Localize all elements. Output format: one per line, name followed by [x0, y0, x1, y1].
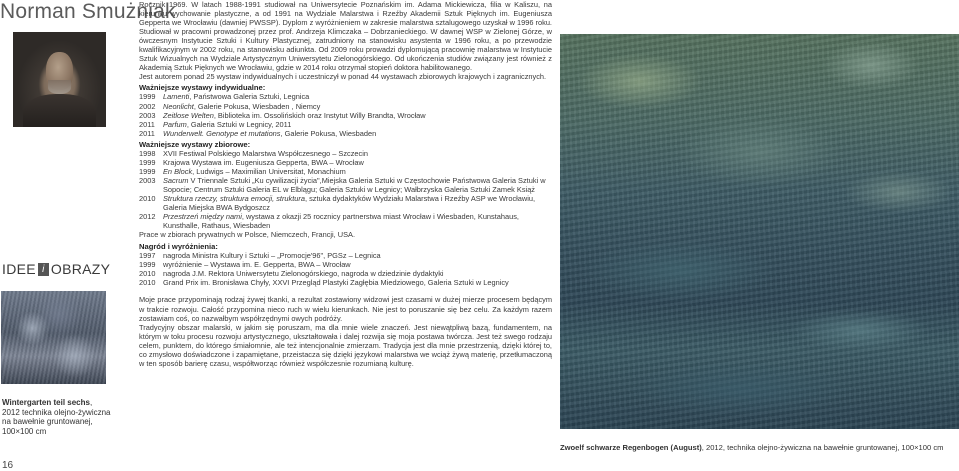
list-item	[139, 111, 426, 120]
entry: Lamenti, Państwowa Galeria Sztuki, Legnica	[163, 92, 310, 102]
list-item	[139, 92, 426, 101]
list-item	[139, 149, 552, 158]
year: 2012	[139, 212, 156, 222]
group-exhibitions-list	[139, 149, 552, 230]
list-item	[139, 102, 426, 111]
list-item	[139, 158, 552, 167]
artist-name: Norman Smużniak	[0, 0, 176, 23]
entry: Krajowa Wystawa im. Eugeniusza Gepperta, BWA – Wrocław	[163, 157, 364, 167]
year: 2011	[139, 128, 155, 138]
year: 1999	[139, 166, 156, 176]
list-item	[139, 176, 552, 194]
brand-part1: IDEE	[2, 261, 36, 277]
portrait-beard	[48, 80, 71, 94]
entry: nagroda J.M. Rektora Uniwersytetu Zielonogórskiego, nagroda w dziedzinie dydaktyki	[163, 269, 444, 279]
year: 2010	[139, 278, 156, 288]
small-painting	[1, 291, 106, 384]
brand-mark: i	[38, 263, 49, 276]
page-number: 16	[2, 460, 14, 471]
collections-note: Prace w zbiorach prywatnych w Polsce, Niemczech, Francji, USA.	[139, 230, 356, 240]
biography-column	[139, 0, 552, 368]
list-item	[139, 269, 509, 278]
solo-exhibitions-list	[139, 92, 426, 137]
year: 2011	[139, 119, 155, 129]
small-painting-caption	[2, 398, 112, 436]
year: 2003	[139, 175, 156, 185]
big-caption-rest: , 2012, technika olejno-żywiczna na bawełnie gruntowanej, 100×100 cm	[701, 443, 944, 452]
year: 2010	[139, 193, 156, 203]
entry: Wunderwelt. Genotype et mutations, Galerie Pokusa, Wiesbaden	[163, 128, 377, 138]
list-item	[139, 120, 426, 129]
list-item	[139, 260, 509, 269]
list-item	[139, 251, 509, 260]
year: 2003	[139, 110, 156, 120]
year: 1997	[139, 251, 156, 261]
solo-heading: Ważniejsze wystawy indywidualne:	[139, 83, 266, 93]
bio-paragraph-2: Jest autorem ponad 25 wystaw indywidualnych i uczestniczył w ponad 44 wystawach zbiorowych krajowych i zagranicznych.	[139, 72, 547, 82]
brand-logo	[2, 261, 110, 277]
list-item	[139, 167, 552, 176]
entry: nagroda Ministra Kultury i Sztuki – „Promocje'96", PGSz – Legnica	[163, 251, 381, 261]
entry: XVII Festiwal Polskiego Malarstwa Współczesnego – Szczecin	[163, 148, 368, 158]
entry: Grand Prix im. Bronisława Chyły, XXVI Przegląd Plastyki Zagłębia Miedziowego, Galeria Sztuki w Legnicy	[163, 278, 509, 288]
statement-paragraph-2: Tradycyjny obszar malarski, w jakim się poruszam, ma dla mnie wiele znaczeń. Jest niewątpliwą bazą, fundamentem, na którym w toku procesu rozwoju artystycznego, ukształtowała i dalej rozwija się moja postawa twórcza. Jest też swego rodzaju celem, punktem, do którego śmiałomnie, ale też intencjonalnie zmierzam. Tradycja jest dla mnie przestrzenią, dzięki której to, co zmysłowo doświadczone i zapamiętane, przeistacza się dzięki językowi malarstwa we wciąż żywą materię, przetłumaczoną w ten sposób barierę czasu, współtworząc również współczesnie rozumianą kulturę.	[139, 322, 552, 368]
statement-paragraph-1: Moje prace przypominają rodzaj żywej tkanki, a rezultat zostawiony widzowi jest czasami w dużej mierze procesem będącym w trakcie rozwoju. Całość przypomina nieco ruch w wielu kierunkach. Nie jest to poruszanie się bez celu. Za każdym razem zostawiam coś, co nazwałbym współrzędnymi owych podróży.	[139, 295, 552, 323]
small-caption-title: Wintergarten teil sechs	[2, 398, 90, 407]
bio-paragraph-1: Rocznik 1969. W latach 1988-1991 studiował na Uniwersytecie Poznańskim im. Adama Mickiewicza, filia w Kaliszu, na kierunku wychowanie plastyczne, a od 1991 na Wydziale Malarstwa i Rzeźby Akademii Sztuk Pięknych im. Eugeniusza Gepperta we Wrocławiu (dawniej PWSSP). Dyplom z wyróżnieniem w zakresie malarstwa sztalugowego uzyskał w 1996 roku. Studiował w pracowni prowadzonej przez prof. Andrzeja Klimczaka – Dobrzanieckiego. W dawnej WSP w Zielonej Górze, w ówczesnym Instytucie Sztuki i Kultury Plastycznej, zatrudniony na stanowisku asystenta w 1996 roku, a po przewodzie kwalifikacyjnym w 2002 roku, na stanowisku adiunkta. Od 2009 roku prowadzi dyplomującą pracownię malarstwa w Instytucie Sztuk Wizualnych na Wydziale Artystycznym Uniwersytetu Zielonogórskiego. Od ukończenia studiów związany jest również z Akademią Sztuk Pięknych we Wrocławiu, gdzie w 2014 roku otrzymał stopień doktora habilitowanego.	[139, 0, 552, 73]
entry: Przestrzeń między nami, wystawa z okazji 25 rocznicy partnerstwa miast Wrocław i Wiesbaden, Kunstahaus, Kunsthalle, Rathaus, Wiesbaden	[163, 212, 519, 231]
awards-list	[139, 251, 509, 287]
year: 2010	[139, 269, 156, 279]
portrait-shoulders	[23, 94, 96, 127]
list-item	[139, 278, 509, 287]
big-caption-title: Zwoelf schwarze Regenbogen (August)	[560, 443, 702, 452]
entry: Struktura rzeczy, struktura emocji, struktura, sztuka dydaktyków Wydziału Malarstwa i Rzeźby ASP we Wrocławiu, Galeria Miejska BWA Bydgoszcz	[163, 193, 536, 213]
entry: Zeitlose Welten, Biblioteka im. Ossolińskich oraz Instytut Willy Brandta, Wrocław	[163, 110, 426, 120]
group-heading: Ważniejsze wystawy zbiorowe:	[139, 139, 251, 149]
entry: En Block, Ludwigs – Maximilian Universitat, Monachium	[163, 166, 346, 176]
brand-part2: OBRAZY	[50, 261, 111, 277]
entry: Neonlicht, Galerie Pokusa, Wiesbaden , Niemcy	[163, 101, 321, 111]
large-painting	[560, 34, 959, 429]
year: 1999	[139, 260, 156, 270]
year: 1998	[139, 148, 156, 158]
entry: Parfum, Galeria Sztuki w Legnicy, 2011	[163, 119, 292, 129]
year: 2002	[139, 101, 156, 111]
awards-heading: Nagród i wyróżnienia:	[139, 242, 218, 252]
list-item	[139, 194, 552, 212]
large-painting-caption	[560, 443, 959, 452]
year: 1999	[139, 92, 156, 102]
list-item	[139, 212, 552, 230]
entry: Sacrum V Triennale Sztuki „Ku cywilizacji życia",Miejska Galeria Sztuki w Częstochowie Państwowa Galeria Sztuki w Sopocie; Centrum Sztuki Galeria EL w Elblągu; Galeria Sztuki w Legnicy; Wałbrzyska Galeria Sztuki Zamek Książ	[163, 175, 546, 194]
year: 1999	[139, 157, 156, 167]
artist-portrait	[13, 32, 106, 127]
small-caption-rest: , 2012 technika olejno-żywiczna na bawełnie gruntowanej, 100×100 cm	[2, 398, 111, 436]
list-item	[139, 129, 426, 138]
entry: wyróżnienie – Wystawa im. E. Gepperta, BWA – Wrocław	[163, 260, 351, 270]
